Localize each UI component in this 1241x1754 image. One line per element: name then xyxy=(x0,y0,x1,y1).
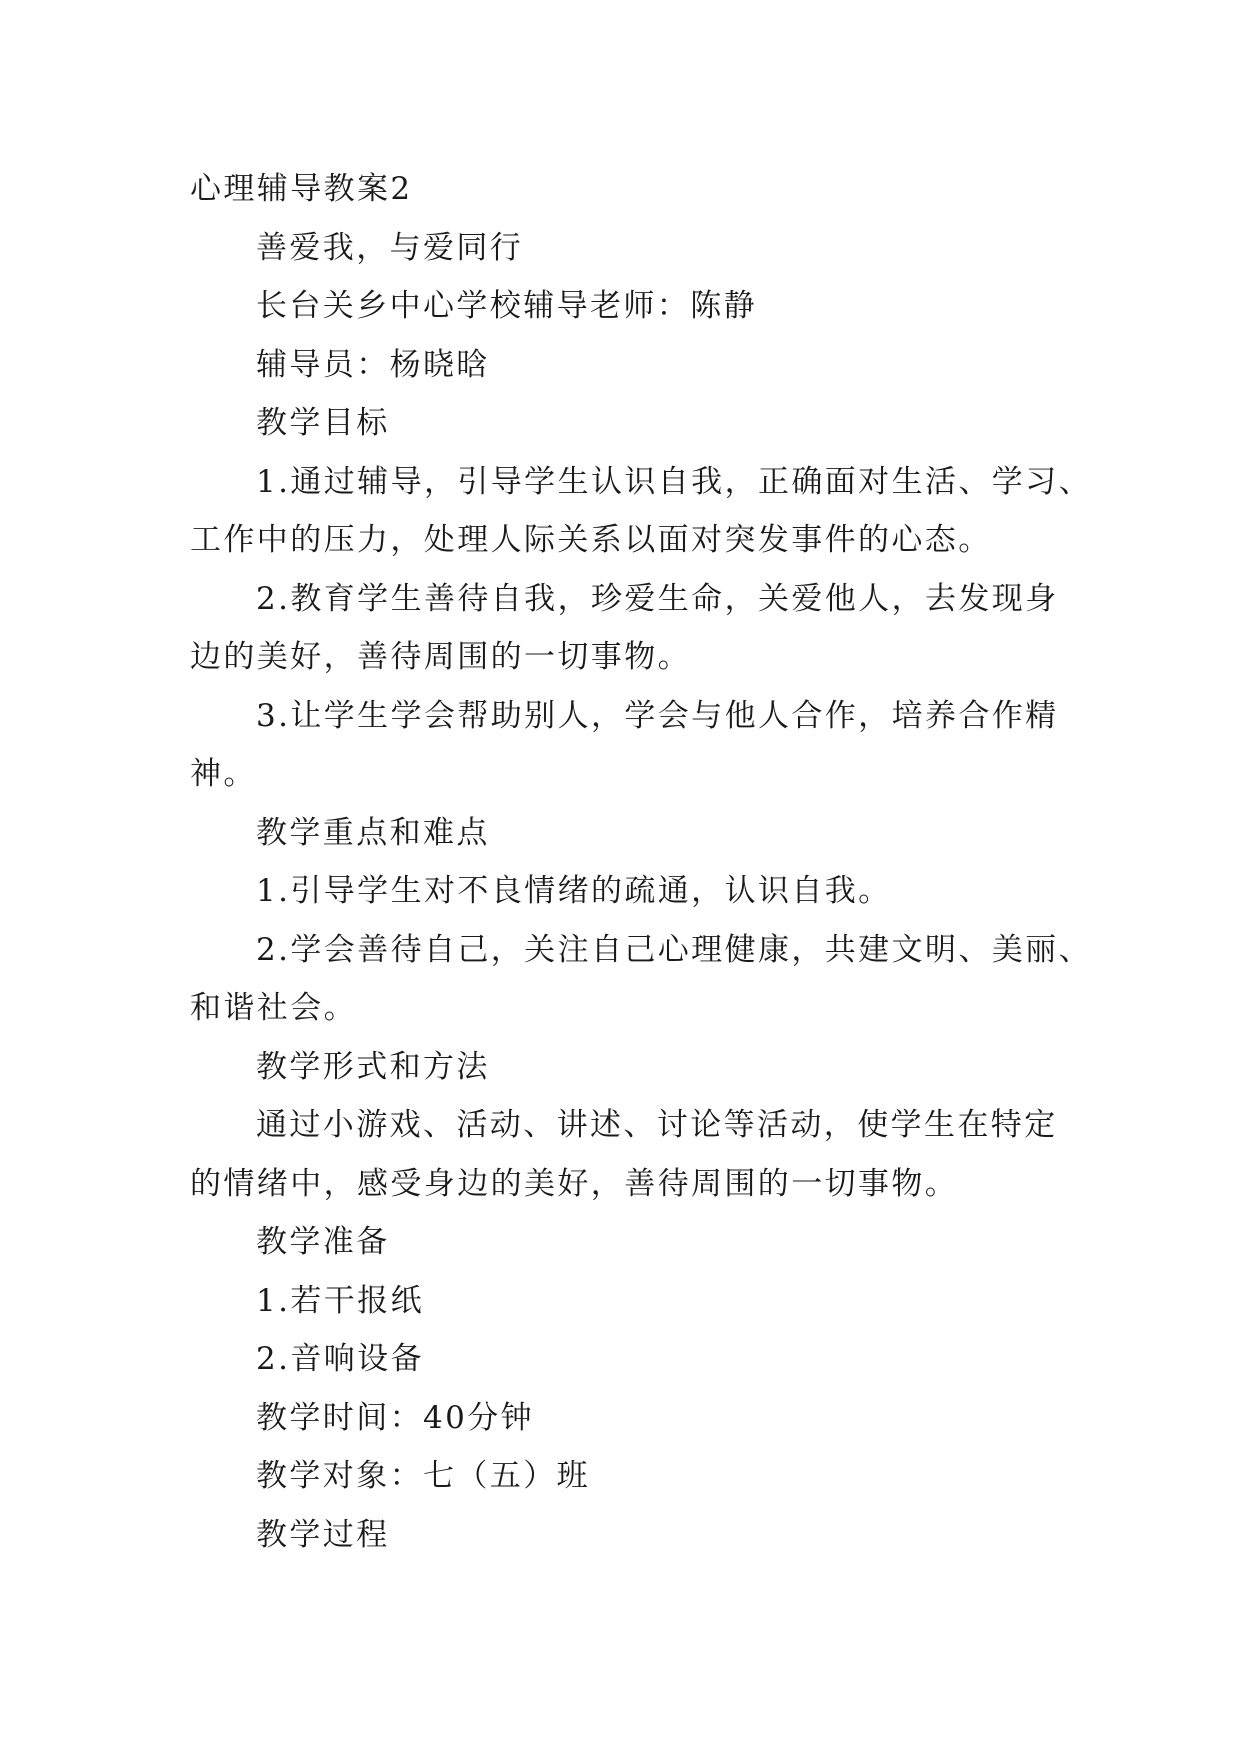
teacher-line: 长台关乡中心学校辅导老师：陈静 xyxy=(256,288,757,324)
lesson-subtitle: 善爱我，与爱同行 xyxy=(256,229,524,266)
document-page xyxy=(190,160,1092,1564)
preparation-item-2: 2.音响设备 xyxy=(256,1341,424,1377)
goal-3-line-2: 神。 xyxy=(190,756,257,792)
teaching-time: 教学时间：40分钟 xyxy=(256,1399,535,1436)
goal-1-line-2: 工作中的压力，处理人际关系以面对突发事件的心态。 xyxy=(190,522,992,558)
key-point-2-line-1: 2.学会善待自己，关注自己心理健康，共建文明、美丽、 xyxy=(256,931,1092,968)
goal-3-line-1: 3.让学生学会帮助别人，学会与他人合作，培养合作精 xyxy=(256,697,1059,734)
section-heading-goals: 教学目标 xyxy=(256,405,390,441)
goal-2-line-2: 边的美好，善待周围的一切事物。 xyxy=(190,639,691,675)
preparation-item-1: 1.若干报纸 xyxy=(256,1282,424,1319)
counselor-line: 辅导员：杨晓晗 xyxy=(256,346,490,383)
goal-1-line-1: 1.通过辅导，引导学生认识自我，正确面对生活、学习、 xyxy=(256,463,1092,500)
key-point-1: 1.引导学生对不良情绪的疏通，认识自我。 xyxy=(256,873,892,909)
section-heading-process: 教学过程 xyxy=(256,1516,390,1553)
section-heading-preparation: 教学准备 xyxy=(256,1224,390,1260)
methods-line-2: 的情绪中，感受身边的美好，善待周围的一切事物。 xyxy=(190,1165,959,1202)
section-heading-methods: 教学形式和方法 xyxy=(256,1048,490,1085)
methods-line-1: 通过小游戏、活动、讲述、讨论等活动，使学生在特定 xyxy=(256,1107,1058,1143)
section-heading-key-points: 教学重点和难点 xyxy=(256,814,490,851)
goal-2-line-1: 2.教育学生善待自我，珍爱生命，关爱他人，去发现身 xyxy=(256,580,1059,617)
teaching-audience: 教学对象：七（五）班 xyxy=(256,1458,590,1494)
key-point-2-line-2: 和谐社会。 xyxy=(190,990,357,1026)
document-title: 心理辅导教案2 xyxy=(190,171,413,207)
